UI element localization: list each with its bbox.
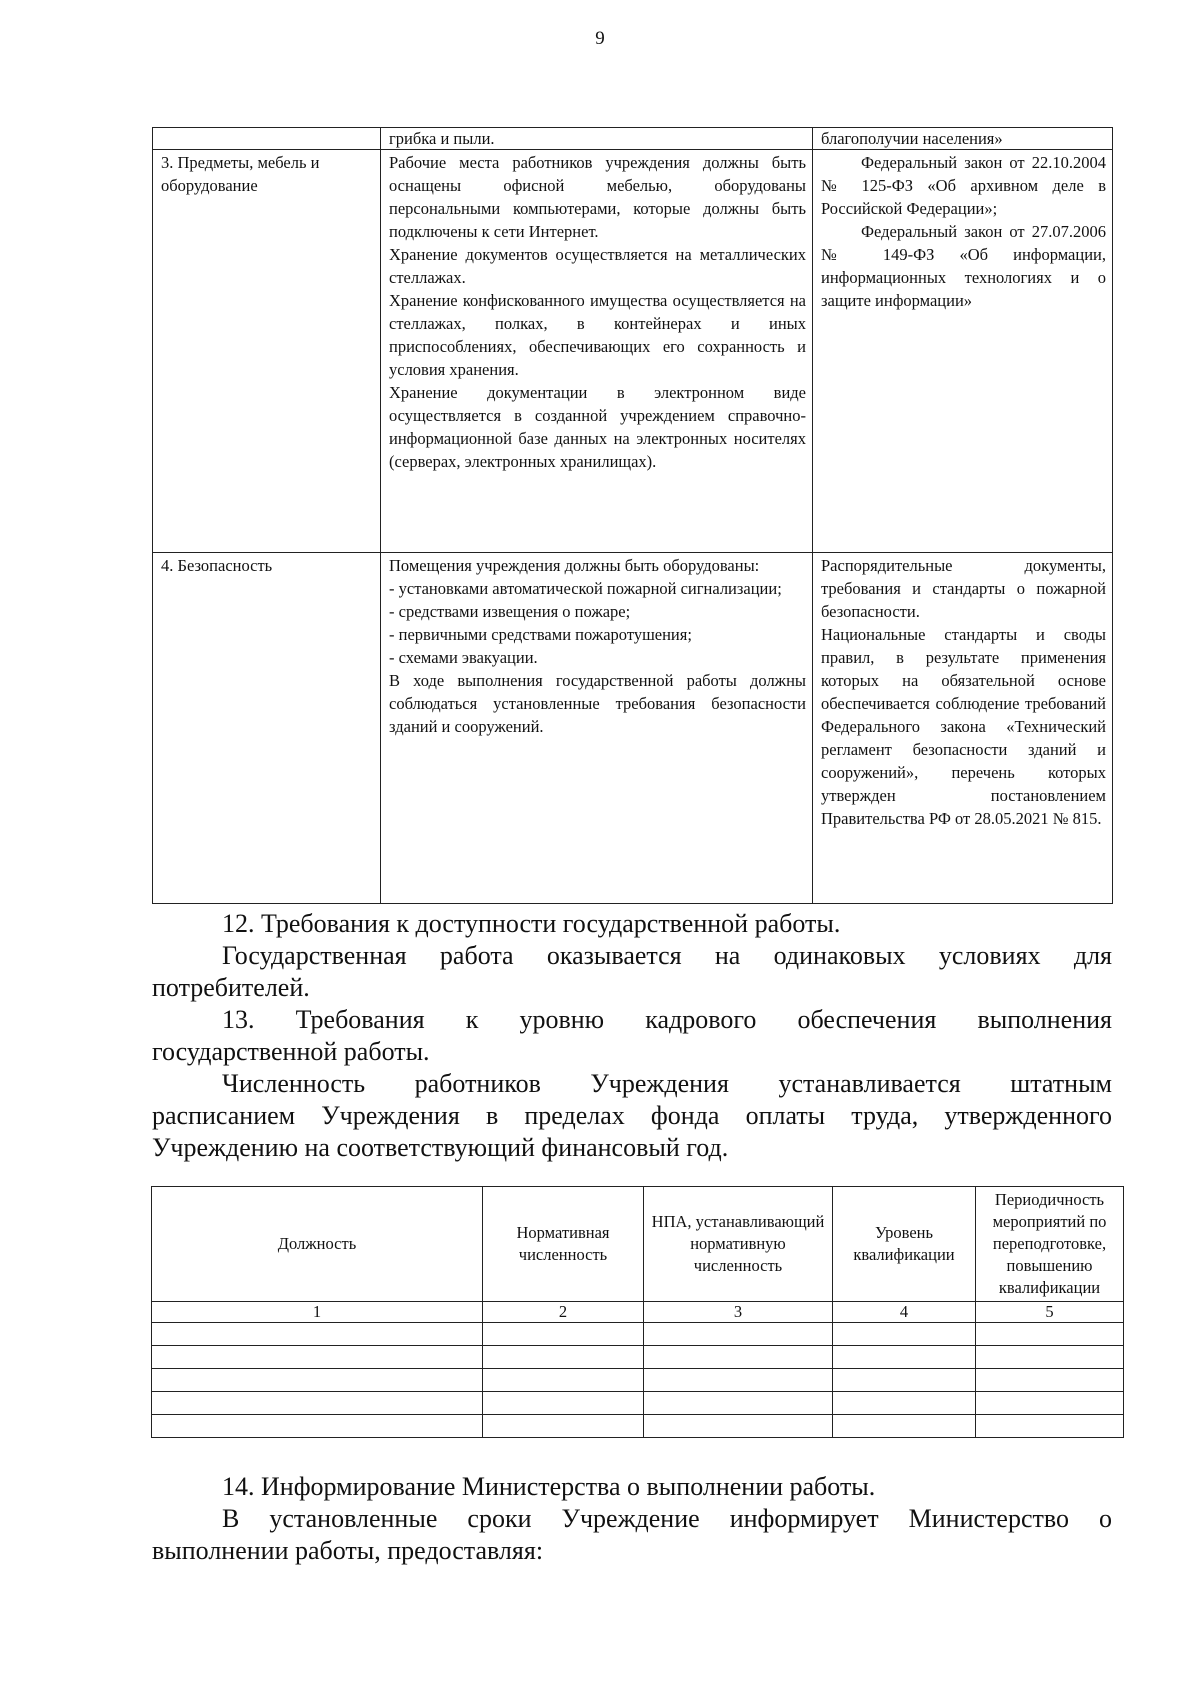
column-header: Периодичность мероприятий по переподготовке, повышению квалификации: [976, 1187, 1124, 1302]
paragraph-line: потребителей.: [152, 973, 310, 1002]
table-row: [152, 1369, 1124, 1392]
section-14: [152, 1471, 1112, 1567]
paragraph-line: Учреждению на соответствующий финансовый год.: [152, 1133, 729, 1162]
column-number: 4: [833, 1302, 976, 1323]
table-row: [152, 1415, 1124, 1438]
document-text: Федеральный закон от 22.10.2004 № 125-ФЗ «Об архивном деле в Российской Федерации»;: [821, 153, 1106, 218]
table-cell: [833, 1415, 976, 1438]
category-cell: [153, 128, 381, 150]
column-header: Нормативная численность: [483, 1187, 644, 1302]
column-number: 3: [644, 1302, 833, 1323]
table-cell: [976, 1346, 1124, 1369]
requirement-text: Рабочие места работников учреждения должны быть оснащены офисной мебелью, оборудованы персональными компьютерами, которые должны быть подключены к сети Интернет.: [389, 153, 806, 241]
requirement-text: Хранение документации в электронном виде осуществляется в созданной учреждением справочно-информационной базе данных на электронных носителях (серверах, электронных хранилищах).: [389, 383, 806, 471]
column-header: Должность: [152, 1187, 483, 1302]
table-row: [152, 1323, 1124, 1346]
column-number: 5: [976, 1302, 1124, 1323]
requirement-text: - первичными средствами пожаротушения;: [389, 625, 692, 644]
staff-table: [151, 1186, 1124, 1438]
document-text: Федеральный закон от 27.07.2006 № 149-ФЗ «Об информации, информационных технологиях и о защите информации»: [821, 222, 1106, 310]
table-cell: [976, 1369, 1124, 1392]
table-cell: [483, 1415, 644, 1438]
table-cell: [644, 1346, 833, 1369]
paragraph-line: расписанием Учреждения в пределах фонда оплаты труда, утвержденного: [152, 1101, 1112, 1130]
document-text: благополучии населения»: [821, 129, 1003, 148]
table-cell: [152, 1392, 483, 1415]
section-heading: государственной работы.: [152, 1037, 430, 1066]
requirement-text: - схемами эвакуации.: [389, 648, 538, 667]
table-header-row: [152, 1187, 1124, 1302]
section-heading: 14. Информирование Министерства о выполнении работы.: [222, 1472, 876, 1501]
table-cell: [833, 1369, 976, 1392]
requirements-cell: [381, 150, 813, 553]
table-cell: [644, 1323, 833, 1346]
table-row: [153, 128, 1113, 150]
requirement-text: Хранение документов осуществляется на металлических стеллажах.: [389, 245, 806, 287]
table-cell: [152, 1346, 483, 1369]
paragraph-line: выполнении работы, предоставляя:: [152, 1536, 544, 1565]
requirement-text: - средствами извещения о пожаре;: [389, 602, 631, 621]
table-cell: [833, 1392, 976, 1415]
table-cell: [976, 1392, 1124, 1415]
requirement-text: Помещения учреждения должны быть оборудованы:: [389, 556, 760, 575]
table-row: [152, 1346, 1124, 1369]
requirement-text: В ходе выполнения государственной работы должны соблюдаться установленные требования безопасности зданий и сооружений.: [389, 671, 806, 736]
table-cell: [833, 1323, 976, 1346]
table-cell: [976, 1323, 1124, 1346]
paragraph-line: Численность работников Учреждения устанавливается штатным: [222, 1069, 1112, 1098]
column-number: 1: [152, 1302, 483, 1323]
document-text: Национальные стандарты и своды правил, в результате применения которых на обязательной основе обеспечивается соблюдение требований Федерального закона «Технический регламент безопасности зданий и сооружений», перечень которых утвержден постановлением Правительства РФ от 28.05.2021 № 815.: [821, 625, 1106, 828]
table-cell: [483, 1323, 644, 1346]
table-cell: [644, 1415, 833, 1438]
document-text: Распорядительные документы, требования и стандарты о пожарной безопасности.: [821, 556, 1106, 621]
table-cell: [152, 1369, 483, 1392]
table-cell: [152, 1323, 483, 1346]
table-cell: [833, 1346, 976, 1369]
table-cell: [483, 1346, 644, 1369]
page-number: 9: [595, 28, 605, 49]
documents-cell: [813, 128, 1113, 150]
requirements-cell: [381, 128, 813, 150]
column-number: 2: [483, 1302, 644, 1323]
requirements-cell: [381, 553, 813, 904]
table-cell: [483, 1369, 644, 1392]
column-header: Уровень квалификации: [833, 1187, 976, 1302]
section-heading: 12. Требования к доступности государственной работы.: [222, 909, 841, 938]
paragraph-line: Государственная работа оказывается на одинаковых условиях для: [222, 941, 1112, 970]
table-row: [152, 1392, 1124, 1415]
requirement-text: грибка и пыли.: [389, 129, 495, 148]
section-13: [152, 1004, 1112, 1164]
category-cell: 4. Безопасность: [153, 553, 381, 904]
table-row: [153, 553, 1113, 904]
table-cell: [483, 1392, 644, 1415]
section-heading: 13. Требования к уровню кадрового обеспечения выполнения: [222, 1005, 1112, 1034]
section-12: [152, 908, 1112, 1004]
paragraph-line: В установленные сроки Учреждение информирует Министерство о: [222, 1504, 1112, 1533]
column-number-row: [152, 1302, 1124, 1323]
category-cell: 3. Предметы, мебель и оборудование: [153, 150, 381, 553]
requirements-table: [152, 127, 1113, 904]
documents-cell: [813, 553, 1113, 904]
documents-cell: [813, 150, 1113, 553]
table-cell: [152, 1415, 483, 1438]
requirement-text: Хранение конфискованного имущества осуществляется на стеллажах, полках, в контейнерах и иных приспособлениях, обеспечивающих его сохранность и условия хранения.: [389, 291, 806, 379]
table-cell: [644, 1392, 833, 1415]
column-header: НПА, устанавливающий нормативную численность: [644, 1187, 833, 1302]
requirement-text: - установками автоматической пожарной сигнализации;: [389, 579, 782, 598]
table-cell: [976, 1415, 1124, 1438]
table-cell: [644, 1369, 833, 1392]
table-row: [153, 150, 1113, 553]
